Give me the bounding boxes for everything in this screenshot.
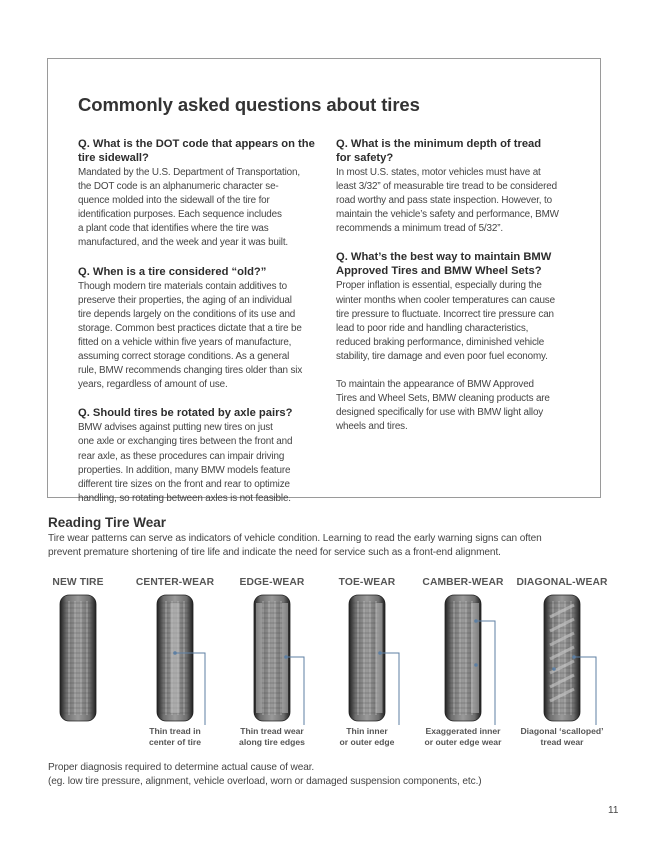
faq-left-column <box>78 137 323 520</box>
faq-box <box>47 58 601 504</box>
tire-caption: Thin inner or outer edge <box>339 726 395 747</box>
tire-label: EDGE-WEAR <box>239 577 305 588</box>
tire-center-wear <box>123 577 227 747</box>
tire-new <box>26 577 130 588</box>
faq-right-column <box>336 137 581 434</box>
tire-label: CENTER-WEAR <box>135 577 215 588</box>
tire-center-wear-icon <box>123 591 227 727</box>
faq-answer: Though modern tire materials contain additives to preserve their properties, the aging of an individual tire depends largely on the conditions of its use and storage. Common best practices dictate that a tire be fitted on a vehicle within five years of manufacture, assuming correct storage conditions. As a general rule, BMW recommends changing tires older than six years, regardless of amount of use. <box>78 280 303 391</box>
faq-question: Q. What is the minimum depth of tread for safety? <box>336 138 542 164</box>
tire-caption: Thin tread wear along tire edges <box>239 726 305 747</box>
faq-item-old-tire <box>78 265 323 393</box>
faq-question: Q. When is a tire considered “old?” <box>78 265 267 278</box>
tire-new-icon <box>26 591 130 727</box>
faq-answer: Mandated by the U.S. Department of Transportation, the DOT code is an alphanumeric character se- quence molded into the sidewall of the tire for identification purposes. Each sequence includes a plant code that identifies where the tire was manufactured, and the week and year it was built. <box>78 167 300 249</box>
tire-toe-wear-icon <box>315 591 419 727</box>
tire-label: NEW TIRE <box>52 577 104 588</box>
page-number: 11 <box>608 805 619 816</box>
faq-item-maintain <box>336 250 581 364</box>
tire-edge-wear-icon <box>220 591 324 727</box>
faq-question: Q. Should tires be rotated by axle pairs? <box>78 407 293 420</box>
faq-question: Q. What’s the best way to maintain BMW Approved Tires and BMW Wheel Sets? <box>336 251 552 278</box>
tire-label: DIAGONAL-WEAR <box>516 577 608 588</box>
faq-item-rotation <box>78 406 323 506</box>
faq-answer: BMW advises against putting new tires on just one axle or exchanging tires between the front and rear axle, as these procedures can impair driving properties. In addition, many BMW models feature different tire sizes on the front and rear to optimize handling, so rotating between axles is not feasible. <box>78 422 293 504</box>
tire-toe-wear <box>315 577 419 747</box>
tire-camber-wear <box>411 577 515 747</box>
tire-diagonal-wear <box>510 577 614 747</box>
faq-item-dot-code <box>78 137 323 251</box>
faq-question: Q. What is the DOT code that appears on the tire sidewall? <box>78 138 315 164</box>
reading-tire-wear-title: Reading Tire Wear <box>48 515 167 530</box>
reading-tire-wear-intro: Tire wear patterns can serve as indicators of vehicle condition. Learning to read the early warning signs can often prevent premature shortening of tire life and indicate the need for service such as a front-end alignment. <box>48 533 542 558</box>
tire-camber-wear-icon <box>411 591 515 727</box>
tire-label: TOE-WEAR <box>338 577 396 588</box>
tire-caption: Diagonal ‘scalloped’ tread wear <box>520 726 604 747</box>
diagnosis-note: Proper diagnosis required to determine actual cause of wear. <box>48 762 315 773</box>
tire-caption: Thin tread in center of tire <box>148 726 202 747</box>
faq-answer: Proper inflation is essential, especially during the winter months when cooler temperatures can cause tire pressure to fluctuate. Incorrect tire pressure can lead to poor ride and handling characteristics, reduced braking performance, diminished vehicle stability, tire damage and even poor fuel economy. <box>336 280 555 362</box>
tire-caption: Exaggerated inner or outer edge wear <box>424 726 502 747</box>
tire-label: CAMBER-WEAR <box>422 577 504 588</box>
faq-answer: In most U.S. states, motor vehicles must have at least 3/32” of measurable tire tread to be considered road worthy and pass state inspection. However, to maintain the vehicle’s safety and performance, BMW recommends a minimum tread of 5/32”. <box>336 167 559 235</box>
faq-maintenance-note: To maintain the appearance of BMW Approved Tires and Wheel Sets, BMW cleaning products are designed specifically for use with BMW light alloy wheels and tires. <box>336 379 550 433</box>
tire-edge-wear <box>220 577 324 747</box>
diagnosis-examples: (eg. low tire pressure, alignment, vehicle overload, worn or damaged suspension components, etc.) <box>48 776 482 787</box>
faq-title: Commonly asked questions about tires <box>78 94 420 115</box>
faq-item-tread-depth <box>336 137 581 236</box>
tire-diagonal-wear-icon <box>510 591 614 727</box>
